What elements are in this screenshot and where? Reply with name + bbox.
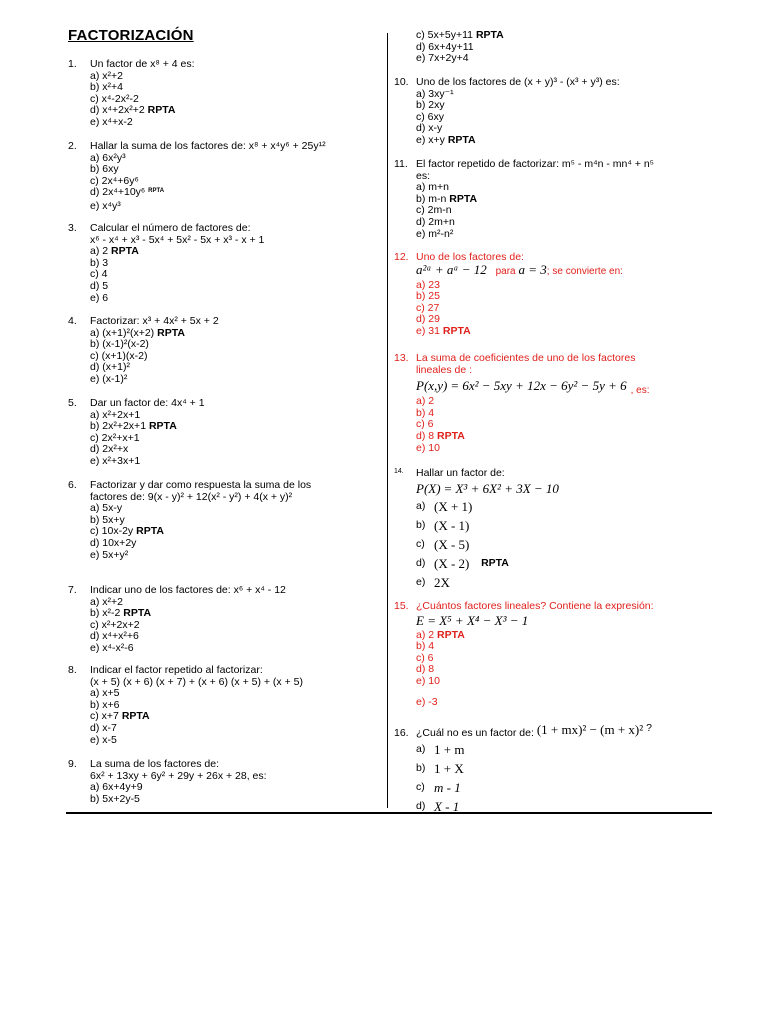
question-7 bbox=[68, 585, 286, 655]
option-e: e) x+y RPTA bbox=[416, 133, 476, 146]
option-d: d) 6x+4y+11 bbox=[416, 40, 474, 53]
page-title: FACTORIZACIÓN bbox=[68, 27, 194, 44]
option-b: b) m-n RPTA bbox=[416, 192, 478, 205]
option-c: c) 2x²+x+1 bbox=[90, 431, 140, 444]
question-9 bbox=[68, 759, 267, 805]
question-number: 11. bbox=[394, 158, 408, 170]
question-text: Calcular el número de factores de: bbox=[90, 222, 251, 234]
option-c: c) 6 bbox=[416, 651, 434, 664]
option-b: b) 5x+y bbox=[90, 513, 125, 526]
option-c: c) x²+2x+2 bbox=[90, 618, 140, 631]
question-expression bbox=[394, 480, 559, 498]
answer-mark: RPTA bbox=[123, 607, 152, 620]
question-number: 1. bbox=[68, 58, 77, 70]
question-number: 12. bbox=[394, 251, 409, 263]
option-d: d) x⁴+x²+6 bbox=[90, 630, 139, 643]
option-a: a) 2 RPTA bbox=[90, 245, 139, 258]
question-text-continued: 6x² + 13xy + 6y² + 29y + 26x + 28, es: bbox=[90, 769, 267, 782]
option-a: a) 5x-y bbox=[90, 502, 123, 515]
option-d: d) x-7 bbox=[90, 721, 117, 734]
suffix-text: , es: bbox=[630, 385, 650, 397]
option-b: b) 4 bbox=[416, 640, 435, 653]
option-e: e) 5x+y² bbox=[90, 548, 129, 561]
option-a: a) x²+2x+1 bbox=[90, 408, 141, 421]
question-number: 6. bbox=[68, 479, 77, 491]
expression-lhs: P(X) bbox=[416, 480, 441, 496]
answer-mark: RPTA bbox=[447, 133, 476, 146]
option-b: b) x+6 bbox=[90, 698, 120, 711]
option-c: c) 5x+5y+11 RPTA bbox=[416, 29, 504, 41]
question-number: 3. bbox=[68, 222, 77, 234]
question-text-continued: es: bbox=[416, 169, 431, 182]
expression: (1 + mx)² − (m + x)² bbox=[536, 722, 644, 738]
question-text: ¿Cuántos factores lineales? Contiene la expresión: bbox=[416, 600, 654, 612]
question-text: Hallar un factor de: bbox=[416, 467, 505, 479]
option-a: a) (X + 1) bbox=[416, 499, 473, 515]
option-d: d) 10x+2y bbox=[90, 536, 137, 549]
question-12 bbox=[394, 252, 623, 338]
expression-lhs: P(x,y) bbox=[416, 378, 448, 394]
question-expression bbox=[394, 613, 654, 630]
option-c: c) 6 bbox=[416, 418, 434, 431]
question-text: ¿Cuál no es un factor de: bbox=[416, 727, 534, 740]
option-b: b) 2xy bbox=[416, 99, 445, 112]
question-8 bbox=[68, 665, 303, 746]
question-text: Un factor de x⁸ + 4 es: bbox=[90, 58, 195, 70]
suffix-text: ; se convierte en: bbox=[546, 265, 623, 277]
answer-mark: RPTA bbox=[157, 326, 185, 339]
option-c: c) 27 bbox=[416, 301, 440, 314]
option-d: d) 5 bbox=[90, 279, 109, 292]
option-b: b) (X - 1) bbox=[416, 518, 470, 534]
option-e: e) x-5 bbox=[90, 733, 117, 746]
question-1 bbox=[68, 59, 195, 129]
expression: = X³ + 6X² + 3X − 10 bbox=[443, 480, 559, 496]
question-number: 13. bbox=[394, 352, 409, 364]
answer-mark: RPTA bbox=[437, 429, 465, 442]
question-number: 15. bbox=[394, 600, 409, 612]
question-14 bbox=[394, 468, 559, 593]
option-e: e) 7x+2y+4 bbox=[416, 52, 469, 65]
answer-mark: RPTA bbox=[475, 29, 504, 41]
option-a: a) 3xy⁻¹ bbox=[416, 87, 454, 100]
question-11 bbox=[394, 159, 654, 240]
question-number: 14. bbox=[394, 468, 404, 475]
option-a: a) (x+1)²(x+2) RPTA bbox=[90, 326, 185, 339]
option-d: d) x⁴+2x²+2 RPTA bbox=[90, 104, 176, 117]
question-text-continued: factores de: 9(x - y)² + 12(x² - y²) + 4(x + y)² bbox=[90, 490, 293, 503]
option-d: d) 2x²+x bbox=[90, 443, 129, 456]
question-expression bbox=[394, 261, 623, 280]
question-expression bbox=[394, 376, 650, 396]
option-d: d) (x+1)² bbox=[90, 361, 130, 374]
option-e: e) 31 RPTA bbox=[416, 324, 471, 337]
answer-mark: RPTA bbox=[121, 710, 150, 723]
option-d: d) 29 bbox=[416, 313, 440, 326]
question-text: Uno de los factores de: bbox=[416, 251, 524, 263]
column-divider bbox=[387, 33, 388, 808]
option-b: b) 1 + X bbox=[416, 760, 464, 776]
option-e: e) x⁴-x²-6 bbox=[90, 641, 134, 654]
option-b: b) 2x²+2x+1 RPTA bbox=[90, 420, 177, 433]
question-number: 10. bbox=[394, 76, 409, 88]
option-e: e) 6 bbox=[90, 291, 109, 304]
question-text: Hallar la suma de los factores de: x⁸ + x⁴y⁶ + 25y¹² bbox=[90, 140, 326, 152]
option-a: a) 1 + m bbox=[416, 741, 465, 757]
option-c: c) x+7 RPTA bbox=[90, 710, 150, 723]
answer-mark: RPTA bbox=[481, 557, 509, 570]
condition: a = 3 bbox=[518, 261, 547, 277]
question-13 bbox=[394, 353, 650, 454]
option-b: b) 3 bbox=[90, 256, 109, 269]
option-c: c) m - 1 bbox=[416, 779, 461, 795]
option-c: c) x⁴-2x²-2 bbox=[90, 92, 139, 105]
option-c: c) 6xy bbox=[416, 110, 445, 123]
option-c: c) 2x⁴+6y⁶ bbox=[90, 174, 139, 187]
option-a: a) m+n bbox=[416, 181, 449, 194]
answer-mark: RPTA bbox=[136, 525, 164, 538]
question-3 bbox=[68, 223, 264, 304]
option-a: a) 6x+4y+9 bbox=[90, 781, 143, 794]
option-d: d) X - 1 bbox=[416, 798, 460, 814]
option-c: c) 2m-n bbox=[416, 204, 452, 217]
option-e: e) (x-1)² bbox=[90, 372, 128, 385]
question-text: Indicar uno de los factores de: x⁶ + x⁴ - 12 bbox=[90, 584, 286, 596]
option-a: a) 23 bbox=[416, 278, 440, 291]
option-c: c) (X - 5) bbox=[416, 537, 470, 553]
question-5 bbox=[68, 398, 205, 468]
option-e: e) x²+3x+1 bbox=[90, 454, 141, 467]
question-16 bbox=[394, 722, 652, 816]
option-e-extra: e) -3 bbox=[416, 695, 438, 708]
option-c: c) 10x-2y RPTA bbox=[90, 525, 164, 538]
question-number: 5. bbox=[68, 397, 77, 409]
expression: E = X⁵ + X⁴ − X³ − 1 bbox=[416, 613, 529, 629]
question-text: Dar un factor de: 4x⁴ + 1 bbox=[90, 397, 205, 409]
question-text-continued: (x + 5) (x + 6) (x + 7) + (x + 6) (x + 5) + (x + 5) bbox=[90, 675, 303, 688]
answer-mark: RPTA bbox=[437, 628, 465, 641]
option-d: d) (X - 2) RPTA bbox=[416, 556, 509, 572]
option-b: b) 25 bbox=[416, 290, 440, 303]
question-9-continued bbox=[394, 30, 504, 65]
question-text: La suma de los factores de: bbox=[90, 758, 219, 770]
option-b: b) x²-2 RPTA bbox=[90, 607, 152, 620]
option-c: c) (x+1)(x-2) bbox=[90, 349, 148, 362]
option-b: b) (x-1)²(x-2) bbox=[90, 338, 149, 351]
option-d: d) 8 bbox=[416, 663, 435, 676]
option-e: e) 10 bbox=[416, 674, 440, 687]
option-d: d) x-y bbox=[416, 122, 443, 135]
question-10 bbox=[394, 77, 620, 147]
option-d: d) 2x⁴+10y⁶ $^{RPTA}$ bbox=[90, 186, 165, 199]
option-a: a) x+5 bbox=[90, 687, 120, 700]
question-6 bbox=[68, 480, 311, 561]
question-text: Indicar el factor repetido al factorizar: bbox=[90, 664, 263, 676]
option-a: a) 6x²y³ bbox=[90, 151, 126, 164]
expression: = 6x² − 5xy + 12x − 6y² − 5y + 6 bbox=[450, 378, 627, 394]
answer-mark: RPTA bbox=[148, 420, 177, 433]
question-number: 16. bbox=[394, 727, 409, 739]
option-c: c) 4 bbox=[90, 268, 108, 281]
question-number: 7. bbox=[68, 584, 77, 596]
question-text: La suma de coeficientes de uno de los factores bbox=[416, 352, 636, 364]
option-e: e) m²-n² bbox=[416, 227, 454, 240]
question-15 bbox=[394, 601, 654, 708]
option-e: e) 2X bbox=[416, 575, 450, 591]
option-b: b) 4 bbox=[416, 406, 435, 419]
question-text: Uno de los factores de (x + y)³ - (x³ + y³) es: bbox=[416, 76, 620, 88]
option-a: a) 2 RPTA bbox=[416, 628, 465, 641]
option-d: d) 8 RPTA bbox=[416, 429, 465, 442]
option-e: e) x⁴+x-2 bbox=[90, 115, 133, 128]
option-e: e) x⁴y³ bbox=[90, 199, 121, 212]
answer-mark: RPTA bbox=[147, 104, 176, 117]
expression: a²ᵃ + aᵃ − 12 bbox=[416, 261, 487, 277]
answer-mark: RPTA bbox=[442, 324, 471, 337]
option-a: a) 2 bbox=[416, 395, 435, 408]
question-number: 2. bbox=[68, 140, 77, 152]
option-a: a) x²+2 bbox=[90, 69, 123, 82]
para-label: para bbox=[495, 265, 516, 277]
option-b: b) 5x+2y-5 bbox=[90, 792, 140, 805]
answer-mark: RPTA bbox=[111, 245, 139, 258]
answer-mark: RPTA bbox=[148, 188, 165, 195]
question-2 bbox=[68, 141, 326, 213]
question-text: Factorizar y dar como respuesta la suma de los bbox=[90, 479, 312, 491]
question-number: 8. bbox=[68, 664, 77, 676]
option-b: b) 6xy bbox=[90, 163, 119, 176]
option-b: b) x²+4 bbox=[90, 81, 123, 94]
option-a: a) x²+2 bbox=[90, 595, 123, 608]
question-mark: ? bbox=[646, 722, 652, 735]
option-e: e) 10 bbox=[416, 441, 440, 454]
answer-mark: RPTA bbox=[449, 192, 478, 205]
question-text: Factorizar: x³ + 4x² + 5x + 2 bbox=[90, 315, 219, 327]
question-text-continued: x⁶ - x⁴ + x³ - 5x⁴ + 5x² - 5x + x³ - x + 1 bbox=[90, 233, 265, 246]
question-number: 9. bbox=[68, 758, 77, 770]
question-text-continued: lineales de : bbox=[416, 363, 473, 376]
option-d: d) 2m+n bbox=[416, 215, 455, 228]
question-number: 4. bbox=[68, 315, 77, 327]
question-4 bbox=[68, 316, 219, 386]
question-text: El factor repetido de factorizar: m⁵ - m⁴n - mn⁴ + n⁵ bbox=[416, 158, 655, 170]
